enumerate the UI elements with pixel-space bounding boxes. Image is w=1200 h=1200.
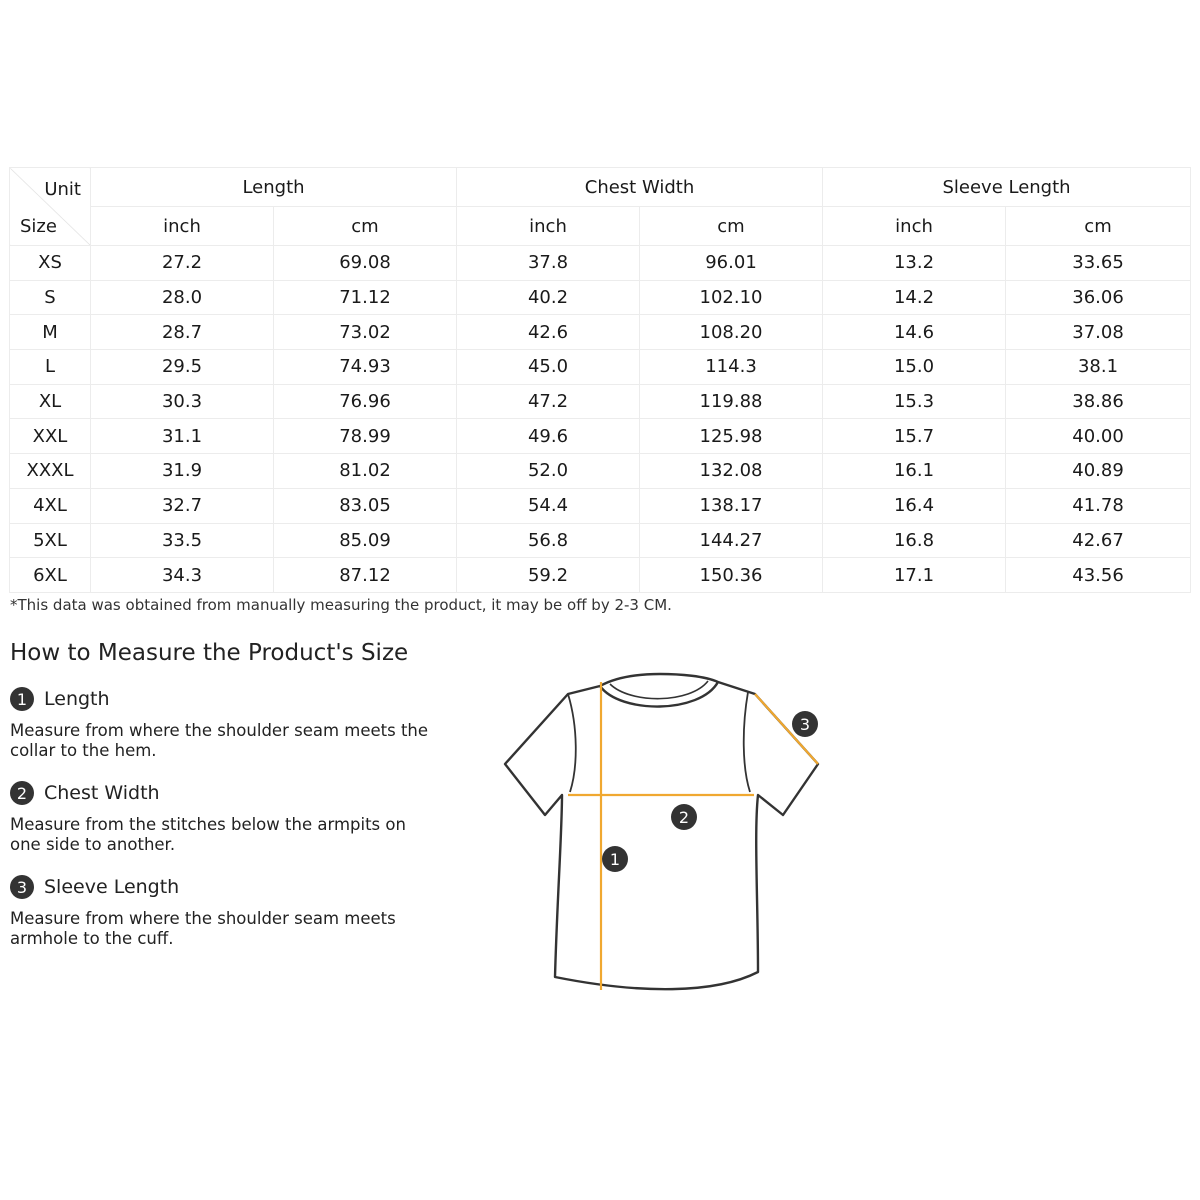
marker-sleeve-length [792,711,818,737]
measurement-cell: 15.0 [823,350,1006,385]
marker-chest-width [671,804,697,830]
measurement-cell: 73.02 [274,315,457,350]
measurement-cell: 144.27 [640,523,823,558]
measurement-cell: 41.78 [1006,488,1191,523]
measurement-cell: 45.0 [457,350,640,385]
table-row [10,523,1191,558]
size-chart-table [9,167,1191,593]
marker-chest-label: 2 [678,808,690,827]
tshirt-body-outline [505,674,818,989]
unit-header: cm [1006,207,1191,246]
measurement-cell: 59.2 [457,558,640,593]
measurement-cell: 102.10 [640,280,823,315]
measurement-note: *This data was obtained from manually measuring the product, it may be off by 2-3 CM. [10,596,672,614]
measurement-cell: 16.8 [823,523,1006,558]
size-label-cell: L [10,350,91,385]
measurement-cell: 33.5 [91,523,274,558]
size-label-cell: M [10,315,91,350]
step-description: Measure from the stitches below the armpits on one side to another. [10,815,406,854]
measurement-cell: 15.7 [823,419,1006,454]
measurement-cell: 78.99 [274,419,457,454]
measurement-cell: 13.2 [823,246,1006,281]
table-row [10,419,1191,454]
measurement-cell: 42.67 [1006,523,1191,558]
group-header-length: Length [91,168,457,207]
measurement-cell: 125.98 [640,419,823,454]
measurement-cell: 87.12 [274,558,457,593]
size-label-cell: 5XL [10,523,91,558]
measurement-cell: 40.2 [457,280,640,315]
measurement-cell: 28.0 [91,280,274,315]
measurement-cell: 56.8 [457,523,640,558]
table-row [10,488,1191,523]
table-row [10,384,1191,419]
marker-sleeve-label: 3 [799,715,811,734]
measurement-cell: 17.1 [823,558,1006,593]
measurement-cell: 85.09 [274,523,457,558]
measurement-cell: 34.3 [91,558,274,593]
measurement-cell: 138.17 [640,488,823,523]
step-header [10,875,430,899]
measurement-cell: 54.4 [457,488,640,523]
corner-unit-label: Unit [44,179,81,200]
measurement-cell: 38.1 [1006,350,1191,385]
measurement-cell: 132.08 [640,454,823,489]
measurement-cell: 76.96 [274,384,457,419]
size-label-cell: XL [10,384,91,419]
measurement-cell: 27.2 [91,246,274,281]
measurement-cell: 108.20 [640,315,823,350]
step-header [10,687,430,711]
marker-length-label: 1 [609,850,621,869]
measurement-cell: 30.3 [91,384,274,419]
measurement-cell: 119.88 [640,384,823,419]
measurement-cell: 83.05 [274,488,457,523]
group-header-chest-width: Chest Width [457,168,823,207]
size-label-cell: 6XL [10,558,91,593]
measurement-cell: 69.08 [274,246,457,281]
step-number-badge: 3 [10,875,34,899]
group-header-sleeve-length: Sleeve Length [823,168,1191,207]
tshirt-outline-icon [500,672,830,1002]
step-header [10,781,430,805]
measurement-cell: 14.6 [823,315,1006,350]
step-number-badge: 1 [10,687,34,711]
step-name: Sleeve Length [44,876,180,898]
table-row [10,246,1191,281]
measurement-cell: 43.56 [1006,558,1191,593]
measurement-cell: 32.7 [91,488,274,523]
measurement-cell: 16.1 [823,454,1006,489]
table-row [10,315,1191,350]
step-description: Measure from where the shoulder seam meets the collar to the hem. [10,721,429,760]
unit-header: cm [274,207,457,246]
measurement-cell: 96.01 [640,246,823,281]
measurement-cell: 37.08 [1006,315,1191,350]
unit-header: inch [457,207,640,246]
step-description: Measure from where the shoulder seam meets armhole to the cuff. [10,909,396,948]
step-number-badge: 2 [10,781,34,805]
marker-length [602,846,628,872]
size-label-cell: 4XL [10,488,91,523]
measurement-cell: 36.06 [1006,280,1191,315]
step-chest-width [10,781,430,855]
table-body [10,246,1191,593]
measurement-cell: 114.3 [640,350,823,385]
unit-header: inch [91,207,274,246]
unit-header: cm [640,207,823,246]
size-label-cell: XS [10,246,91,281]
unit-header: inch [823,207,1006,246]
measurement-cell: 31.1 [91,419,274,454]
step-name: Length [44,688,110,710]
measurement-cell: 14.2 [823,280,1006,315]
corner-size-label: Size [20,216,57,237]
measurement-cell: 28.7 [91,315,274,350]
measurement-cell: 81.02 [274,454,457,489]
table-row [10,280,1191,315]
measurement-cell: 29.5 [91,350,274,385]
measurement-cell: 150.36 [640,558,823,593]
size-label-cell: XXXL [10,454,91,489]
measurement-cell: 49.6 [457,419,640,454]
measurement-cell: 31.9 [91,454,274,489]
size-label-cell: XXL [10,419,91,454]
step-sleeve-length [10,875,430,949]
measurement-cell: 33.65 [1006,246,1191,281]
measurement-cell: 71.12 [274,280,457,315]
measurement-cell: 52.0 [457,454,640,489]
howto-title: How to Measure the Product's Size [10,640,409,666]
measurement-cell: 40.00 [1006,419,1191,454]
measurement-cell: 38.86 [1006,384,1191,419]
measurement-cell: 16.4 [823,488,1006,523]
measurement-cell: 47.2 [457,384,640,419]
table-corner-cell [10,168,91,246]
measurement-cell: 37.8 [457,246,640,281]
measurement-cell: 40.89 [1006,454,1191,489]
table-row [10,558,1191,593]
table-row [10,454,1191,489]
measurement-cell: 74.93 [274,350,457,385]
step-length [10,687,430,761]
measurement-cell: 42.6 [457,315,640,350]
size-label-cell: S [10,280,91,315]
table-row [10,350,1191,385]
measurement-cell: 15.3 [823,384,1006,419]
step-name: Chest Width [44,782,160,804]
